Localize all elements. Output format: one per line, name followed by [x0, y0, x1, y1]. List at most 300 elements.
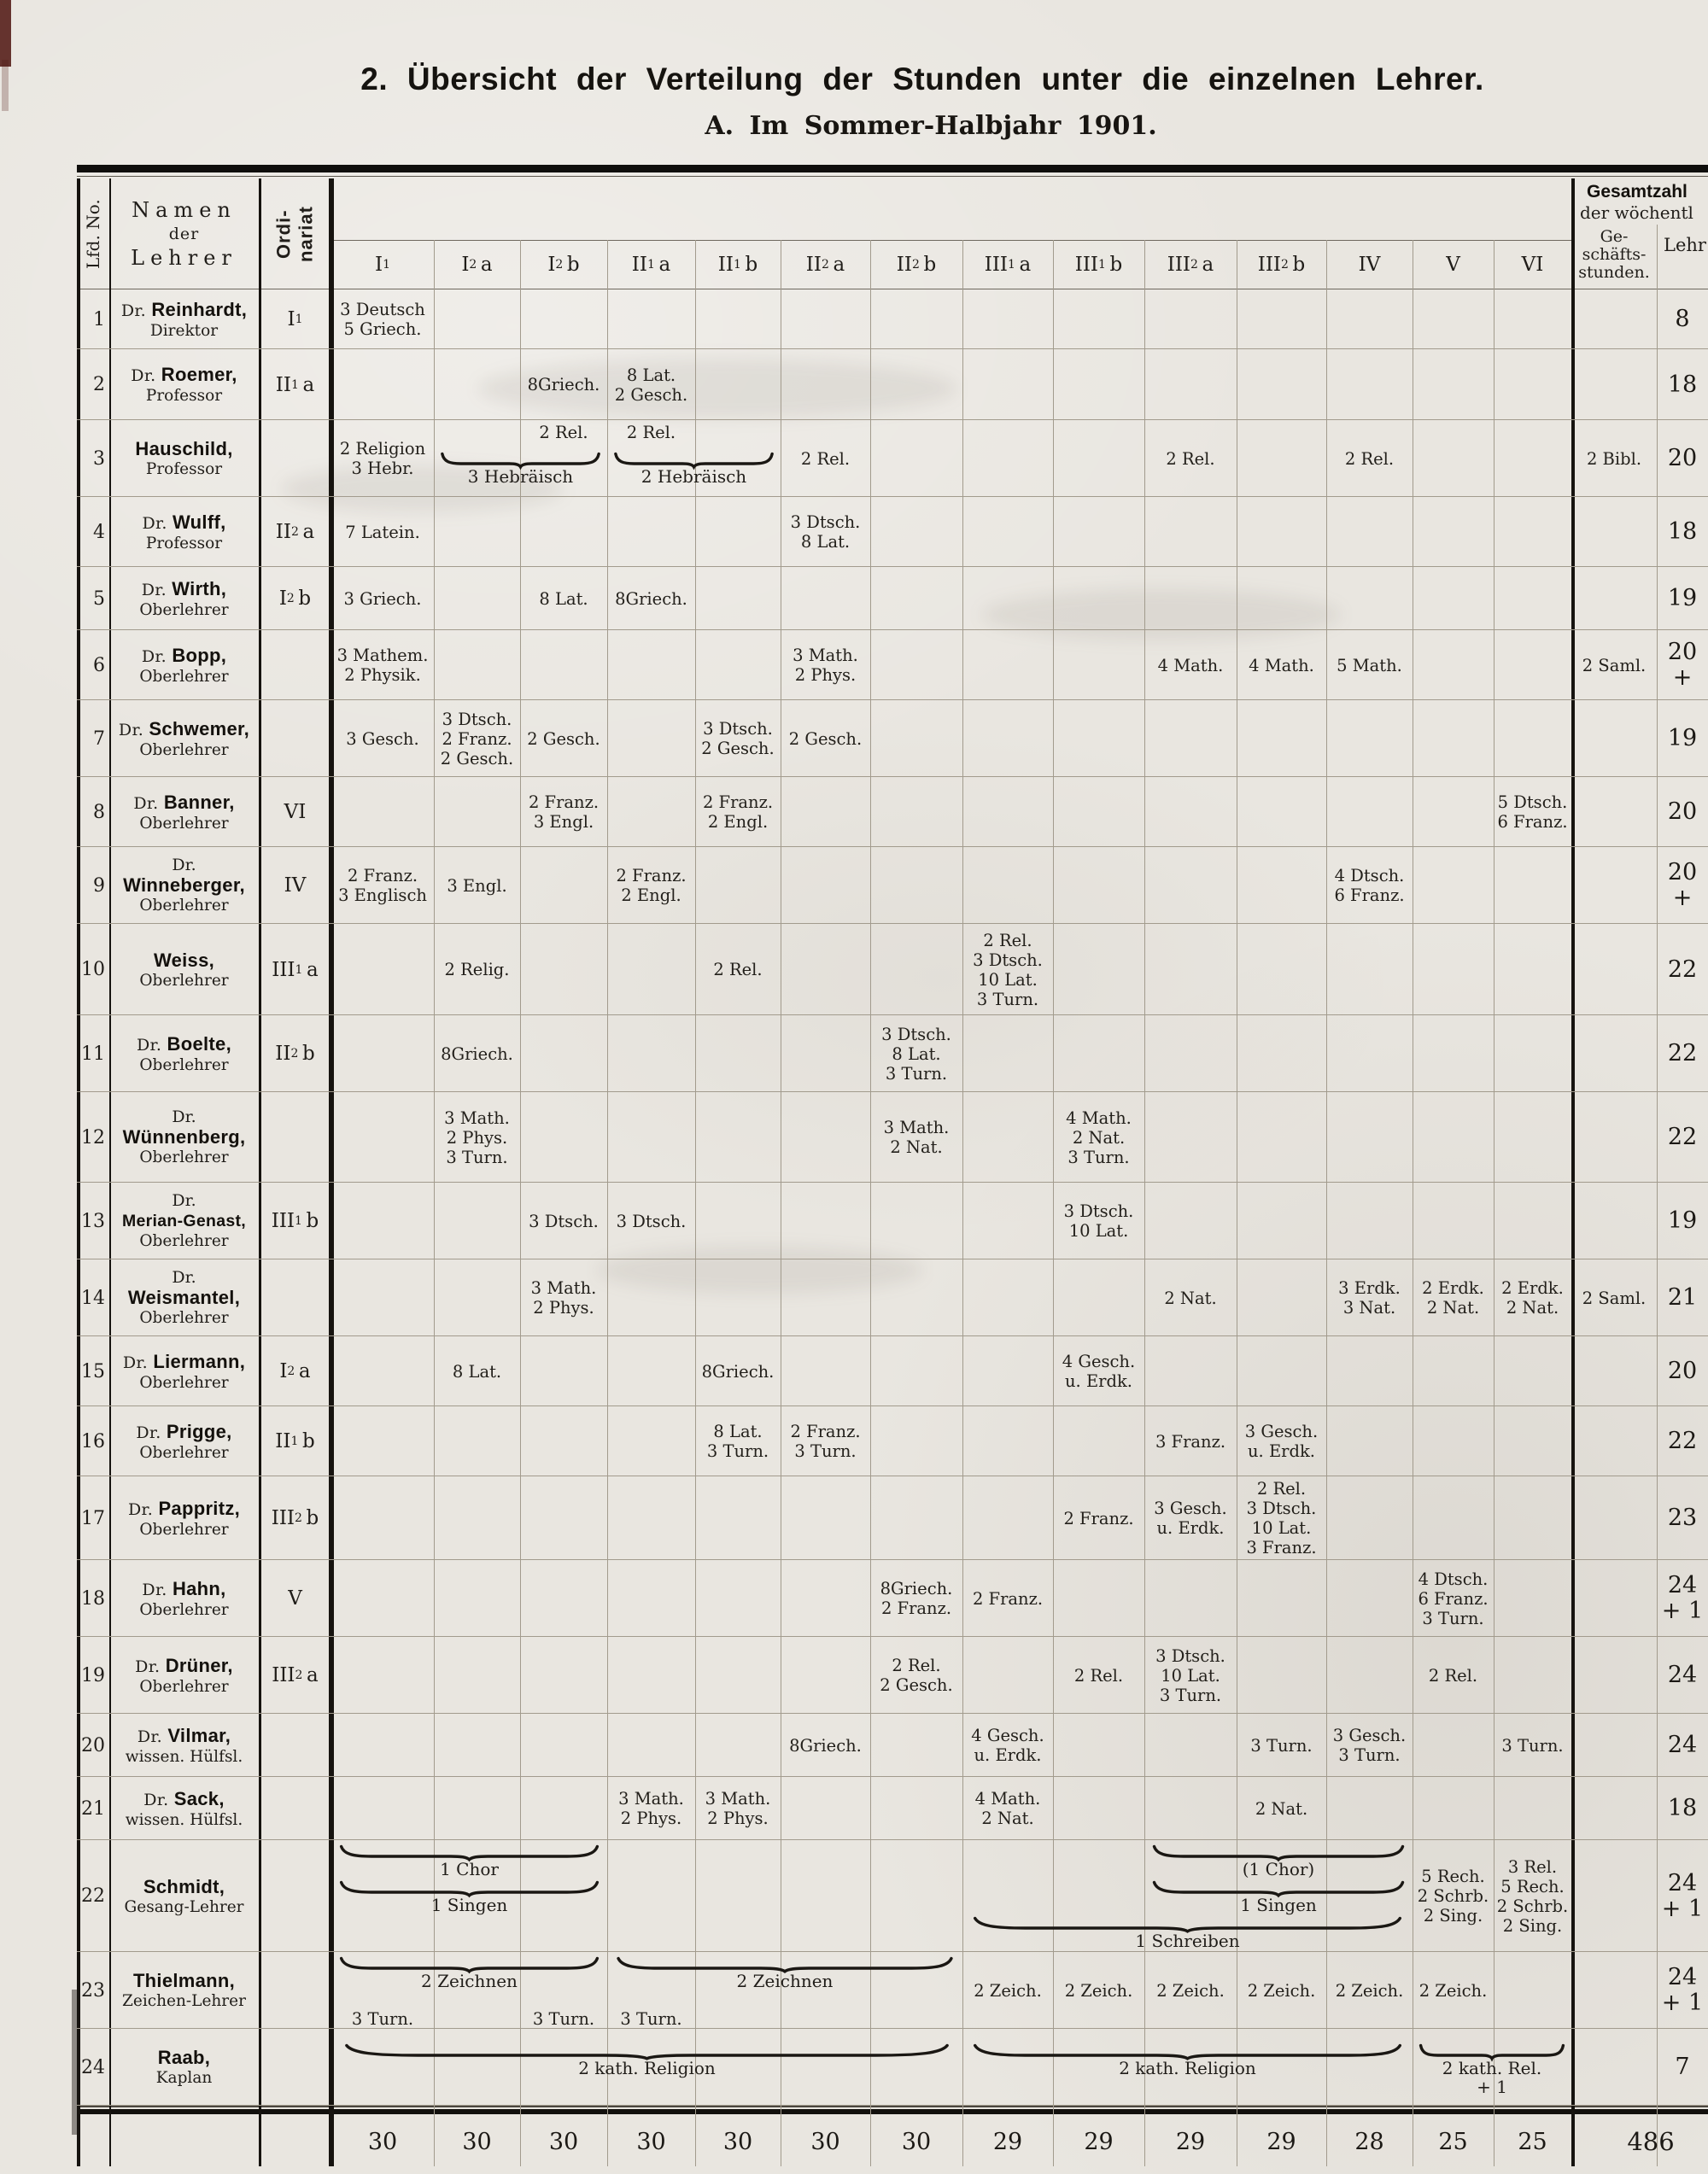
column-header-class-III1a: III 1 a [984, 254, 1032, 276]
teacher-surname: Dr. Reinhardt, [120, 298, 248, 320]
cell-r4-II2a [781, 497, 870, 567]
cell-line: 3 Turn. [351, 2009, 414, 2029]
cell-r1-I1 [331, 289, 434, 349]
cell-line: 2 Phys. [620, 1809, 682, 1828]
teacher-role: Oberlehrer [139, 1148, 229, 1166]
cell-r3-T [1657, 420, 1708, 497]
teacher-role: Oberlehrer [139, 740, 229, 759]
cell-r12-II2b [870, 1092, 962, 1183]
table-row-23 [77, 1952, 1708, 2029]
cell-line: 3 Deutsch [340, 300, 425, 319]
cell-r6-III2a [1144, 630, 1237, 700]
cell-line: 24 [1667, 1869, 1698, 1896]
cell-line: 24 [1667, 1662, 1698, 1688]
cell-line: 23 [1667, 1505, 1698, 1531]
column-header-class-III2b: III 2 b [1257, 254, 1306, 276]
cell-r12-III1b [1053, 1092, 1144, 1183]
teacher-name [109, 1714, 259, 1777]
cell-line: 20 [1667, 798, 1698, 825]
teacher-role: Oberlehrer [139, 1600, 229, 1619]
teacher-name-prefix: Dr. [172, 856, 196, 874]
cell-line: 2 Nat. [890, 1137, 943, 1157]
rule-totals-thin [77, 2106, 1708, 2107]
cell-line: 3 Turn. [976, 989, 1039, 1009]
row-number: 12 [81, 1126, 105, 1148]
cell-r20-T [1657, 1714, 1708, 1777]
table-row-2 [77, 349, 1708, 420]
cell-r19-III2a [1144, 1637, 1237, 1714]
cell-line: 2 Gesch. [701, 739, 775, 758]
cell-line: 3 Dtsch. [790, 512, 861, 532]
teacher-name [109, 777, 259, 847]
teacher-name-prefix: Dr. [172, 1107, 196, 1126]
total-class-I2a: 30 [462, 2128, 492, 2155]
teacher-role: Oberlehrer [139, 1309, 229, 1327]
cell-line: 21 [1667, 1284, 1698, 1311]
cell-r13-I2b [520, 1183, 607, 1259]
cell-line: 2 Zeich. [1064, 1980, 1133, 2001]
cell-line: 24 [1667, 1732, 1698, 1758]
table-row-12 [77, 1092, 1708, 1183]
totals-row [77, 2117, 1708, 2166]
cell-line: 2 Phys. [794, 665, 857, 685]
cell-line: 2 Gesch. [880, 1675, 953, 1695]
scan-edge-streak [0, 0, 11, 67]
cell-line: 3 Gesch. [1332, 1726, 1407, 1745]
column-header-class-II1a: II 1 a [631, 254, 671, 276]
teacher-name [109, 420, 259, 497]
column-header-class-II2a: II 2 a [805, 254, 845, 276]
cell-line: 2 Franz. [442, 728, 512, 749]
cell-line: 2 Nat. [1072, 1127, 1126, 1148]
cell-line: 3 Gesch. [1244, 1422, 1319, 1441]
table-row-4 [77, 497, 1708, 567]
cell-r16-II2a [781, 1406, 870, 1476]
cell-r23-V [1413, 1952, 1494, 2029]
column-header-class-III2a: III 2 a [1167, 254, 1214, 276]
column-header-geschaeftsstunden [1571, 226, 1657, 283]
cell-line: 3 Engl. [533, 812, 594, 832]
cell-r4-T [1657, 497, 1708, 567]
cell-line: 3 Mathem. [336, 646, 429, 665]
cell-line: 3 Franz. [1155, 1431, 1226, 1452]
cell-r11-II2b [870, 1015, 962, 1092]
total-class-IV: 28 [1354, 2128, 1384, 2155]
cell-r3-III2a [1144, 420, 1237, 497]
cell-line: 4 Gesch. [1062, 1352, 1136, 1371]
cell-line: 2 Zeich. [1156, 1980, 1225, 2001]
cell-r12-I2a [434, 1092, 520, 1183]
brace-label-r22-1: 1 Singen [430, 1895, 508, 1915]
teacher-name [109, 1777, 259, 1840]
cell-line: 3 Hebr. [351, 459, 414, 478]
cell-r21-II1a [607, 1777, 695, 1840]
cell-line: 18 [1667, 518, 1698, 545]
cell-line: 2 Franz. [616, 866, 687, 885]
cell-line: 20 [1667, 639, 1698, 665]
table-row-17 [77, 1476, 1708, 1560]
ordinariat-value: I 2 b [278, 587, 312, 610]
cell-r23-III1b [1053, 1952, 1144, 2029]
cell-line: 2 Zeich. [1418, 1980, 1488, 2001]
cell-r19-T [1657, 1637, 1708, 1714]
cell-line: 4 Math. [1249, 655, 1314, 675]
cell-line: 10 Lat. [978, 969, 1038, 990]
timetable [77, 165, 1708, 2170]
teacher-name [109, 1952, 259, 2029]
cell-r22-V [1413, 1840, 1494, 1952]
column-header-class-IV: IV [1358, 254, 1381, 276]
cell-line: 2 Rel. [626, 423, 676, 442]
cell-line: 8 Lat. [713, 1422, 763, 1441]
teacher-name [109, 847, 259, 924]
table-row-15 [77, 1336, 1708, 1406]
cell-r13-II1a [607, 1183, 695, 1259]
cell-line: 8Griech. [789, 1735, 862, 1756]
cell-r2-T [1657, 349, 1708, 420]
teacher-role: wissen. Hülfsl. [125, 1810, 243, 1829]
cell-line: 3 Dtsch. [529, 1211, 599, 1231]
cell-r19-II2b [870, 1637, 962, 1714]
brace-label-r24-0: 2 kath. Religion [578, 2058, 716, 2078]
teacher-surname: Dr. Wulff, [142, 511, 226, 533]
teacher-name [109, 1476, 259, 1560]
cell-line: 2 Rel. [713, 960, 763, 979]
cell-r3-I1 [331, 420, 434, 497]
column-header-namen-der-lehrer [109, 178, 259, 289]
cell-line: 2 Zeich. [974, 1980, 1042, 2001]
cell-line: 3 Dtsch. [616, 1211, 687, 1231]
teacher-name [109, 1183, 259, 1259]
table-row-21 [77, 1777, 1708, 1840]
teacher-role: Oberlehrer [139, 667, 229, 686]
cell-line: 3 Turn. [1422, 1608, 1484, 1628]
row-number: 9 [93, 874, 105, 897]
rule-top-thin [77, 176, 1708, 177]
cell-line: 5 Rech. [1500, 1876, 1565, 1896]
teacher-surname: Schmidt, [143, 1875, 225, 1897]
teacher-surname: Hauschild, [135, 438, 233, 459]
row-number: 13 [81, 1210, 105, 1232]
cell-r14-G [1571, 1259, 1657, 1336]
teacher-name [109, 2029, 259, 2106]
cell-r8-II1b [695, 777, 781, 847]
cell-r23-IV [1326, 1952, 1413, 2029]
cell-line: 2 Franz. [1063, 1508, 1134, 1528]
cell-line: + [1672, 885, 1693, 911]
cell-r7-I2b [520, 700, 607, 777]
total-class-VI: 25 [1518, 2128, 1547, 2155]
cell-r20-IV [1326, 1714, 1413, 1777]
cell-r10-T [1657, 924, 1708, 1015]
cell-line: 22 [1667, 1428, 1698, 1454]
cell-line: 10 Lat. [1251, 1518, 1312, 1538]
page-subtitle: A. Im Sommer-Halbjahr 1901. [705, 111, 1157, 141]
teacher-role: Oberlehrer [139, 1373, 229, 1392]
teacher-surname: Dr. Drüner, [135, 1654, 233, 1676]
row-number: 5 [93, 587, 105, 610]
cell-line: 3 Dtsch. [1063, 1201, 1134, 1221]
row-number: 17 [81, 1507, 105, 1529]
cell-line: 2 Physik. [344, 665, 421, 685]
teacher-surname: Merian-Genast, [121, 1212, 247, 1230]
table-row-6 [77, 630, 1708, 700]
cell-line: 8Griech. [527, 375, 600, 394]
header-name-line: Lehrer [131, 246, 237, 270]
cell-r5-I1 [331, 567, 434, 630]
cell-line: 5 Dtsch. [1497, 792, 1568, 812]
brace-label-r22-4: 1 Schreiben [1135, 1931, 1240, 1951]
teacher-role: Zeichen-Lehrer [122, 1992, 246, 2010]
cell-line: 2 Gesch. [440, 748, 514, 768]
cell-r21-T [1657, 1777, 1708, 1840]
teacher-surname: Dr. Vilmar, [137, 1724, 231, 1746]
cell-r14-V [1413, 1259, 1494, 1336]
cell-line: 6 Franz. [1497, 812, 1568, 832]
cell-line: 2 Nat. [1506, 1298, 1559, 1318]
cell-line: 3 Rel. [1507, 1856, 1558, 1877]
cell-line: 2 Nat. [1426, 1298, 1480, 1318]
cell-line: 3 Dtsch. [1155, 1645, 1225, 1666]
cell-line: 3 Dtsch. [973, 950, 1043, 970]
cell-r20-II2a [781, 1714, 870, 1777]
cell-r15-II1b [695, 1336, 781, 1406]
cell-line: 3 Dtsch. [881, 1024, 951, 1044]
cell-r2-I2b [520, 349, 607, 420]
teacher-role: Direktor [149, 321, 219, 340]
teacher-name-prefix: Dr. [172, 1191, 196, 1210]
brace-label-r23-0: 2 Zeichnen [421, 1971, 518, 1991]
cell-line: 20 [1667, 859, 1698, 885]
teacher-name [109, 1560, 259, 1637]
teacher-role: Oberlehrer [139, 897, 229, 915]
cell-line: 2 Schrb. [1417, 1886, 1489, 1906]
cell-line: 3 Turn. [794, 1441, 857, 1461]
ordinariat-value: I 2 a [279, 1360, 311, 1382]
cell-line: 2 Saml. [1582, 655, 1647, 675]
row-number: 10 [81, 959, 105, 980]
cell-r20-III2b [1237, 1714, 1326, 1777]
cell-line: 3 Turn. [706, 1441, 769, 1461]
teacher-surname: Dr. Liermann, [122, 1350, 246, 1372]
cell-r10-I2a [434, 924, 520, 1015]
row-number: 2 [93, 374, 105, 395]
cell-r7-II1b [695, 700, 781, 777]
cell-line: 8 Lat. [800, 532, 851, 552]
teacher-name [109, 349, 259, 420]
cell-line: 10 Lat. [1068, 1221, 1129, 1241]
row-number: 7 [93, 728, 105, 750]
teacher-name [109, 1406, 259, 1476]
cell-r16-T [1657, 1406, 1708, 1476]
cell-r12-T [1657, 1092, 1708, 1183]
table-row-9 [77, 847, 1708, 924]
cell-r8-I2b [520, 777, 607, 847]
geschaefts-line: Ge- [1600, 226, 1629, 246]
row-number: 1 [93, 308, 105, 330]
row-number: 19 [81, 1664, 105, 1686]
ordinariat-value: VI [284, 801, 307, 823]
cell-r7-II2a [781, 700, 870, 777]
cell-r18-II2b [870, 1560, 962, 1637]
cell-line: 2 Relig. [444, 960, 510, 979]
cell-line: 2 Nat. [981, 1809, 1034, 1828]
total-class-II1b: 30 [722, 2128, 753, 2155]
cell-r15-T [1657, 1336, 1708, 1406]
geschaefts-line: schäfts- [1582, 244, 1647, 264]
cell-line: 2 Religion [339, 439, 426, 459]
cell-r4-I1 [331, 497, 434, 567]
column-header-class-VI: VI [1521, 254, 1544, 276]
ordinariat-value: IV [284, 874, 307, 897]
cell-r18-V [1413, 1560, 1494, 1637]
teacher-role: Oberlehrer [139, 1055, 229, 1074]
geschaefts-line: stunden. [1578, 262, 1650, 282]
cell-line: 6 Franz. [1334, 885, 1405, 905]
cell-line: 2 Gesch. [788, 728, 863, 749]
brace-label-r22-3: 1 Singen [1240, 1895, 1317, 1915]
cell-r18-T [1657, 1560, 1708, 1637]
total-class-III1a: 29 [992, 2128, 1023, 2155]
cell-line: 2 Saml. [1582, 1288, 1647, 1308]
header-name-line: der [168, 225, 200, 243]
teacher-name [109, 567, 259, 630]
grand-total: 486 [1627, 2127, 1675, 2156]
teacher-surname: Dr. Bopp, [141, 644, 227, 666]
cell-r8-T [1657, 777, 1708, 847]
cell-line: 2 Rel. [892, 1656, 941, 1675]
cell-r14-T [1657, 1259, 1708, 1336]
row-number: 24 [81, 2056, 105, 2078]
row-number: 3 [93, 447, 105, 470]
cell-line: 3 Engl. [447, 875, 507, 896]
cell-line: 3 Math. [793, 646, 858, 665]
cell-line: 8 Lat. [626, 365, 676, 385]
ordinariat-value: II 1 b [275, 1430, 315, 1452]
cell-line: 2 Rel. [983, 930, 1032, 950]
cell-line: 24 [1667, 1572, 1698, 1598]
cell-line: 3 Griech. [343, 588, 422, 609]
cell-line: 2 Schrb. [1496, 1896, 1569, 1916]
cell-r15-III1b [1053, 1336, 1144, 1406]
cell-line: 2 Franz. [528, 792, 600, 812]
teacher-role: Professor [145, 387, 223, 405]
cell-line: 3 Franz. [1246, 1538, 1317, 1557]
total-class-III1b: 29 [1084, 2128, 1114, 2155]
cell-line: 2 Franz. [790, 1422, 861, 1441]
teacher-surname: Dr. Sack, [143, 1787, 225, 1809]
cell-line: 2 Phys. [707, 1809, 769, 1828]
total-class-V: 25 [1438, 2128, 1468, 2155]
gesamtzahl-line1: Gesamtzahl [1587, 182, 1688, 202]
cell-line: 2 Nat. [1164, 1288, 1217, 1308]
teacher-role: Oberlehrer [139, 600, 229, 619]
total-class-II2b: 30 [901, 2128, 932, 2155]
cell-r23-T [1657, 1952, 1708, 2029]
cell-line: u. Erdk. [974, 1745, 1042, 1765]
cell-line: + 1 [1661, 1895, 1704, 1922]
cell-line: 2 Sing. [1423, 1906, 1483, 1926]
cell-r19-III1b [1053, 1637, 1144, 1714]
column-header-class-III1b: III 1 b [1074, 254, 1123, 276]
cell-r6-I1 [331, 630, 434, 700]
row-number: 6 [93, 654, 105, 676]
cell-r9-IV [1326, 847, 1413, 924]
brace-label-r22-2: (1 Chor) [1242, 1859, 1315, 1879]
teacher-role: Gesang-Lehrer [124, 1897, 244, 1916]
cell-r20-VI [1494, 1714, 1571, 1777]
teacher-surname: Dr. Boelte, [137, 1032, 231, 1055]
table-row-11 [77, 1015, 1708, 1092]
cell-r9-T [1657, 847, 1708, 924]
cell-r10-III1a [962, 924, 1053, 1015]
cell-line: 5 Math. [1337, 655, 1402, 675]
cell-r6-G [1571, 630, 1657, 700]
teacher-role: Oberlehrer [139, 971, 229, 990]
cell-line: 2 Rel. [1166, 448, 1215, 469]
teacher-name [109, 1336, 259, 1406]
teacher-role: Oberlehrer [139, 1232, 229, 1250]
table-row-24 [77, 2029, 1708, 2106]
cell-line: 3 Math. [883, 1118, 950, 1137]
cell-line: 2 Rel. [1073, 1665, 1124, 1686]
cell-line: 3 Turn. [1068, 1147, 1130, 1167]
column-header-class-V: V [1446, 254, 1460, 276]
cell-r6-T [1657, 630, 1708, 700]
teacher-surname: Winneberger, [123, 874, 245, 896]
cell-line: 8Griech. [441, 1043, 513, 1064]
page-title: 2. Übersicht der Verteilung der Stunden unter die einzelnen Lehrer. [360, 61, 1484, 96]
cell-line: 2 Rel. [1428, 1665, 1478, 1686]
cell-line: 3 Math. [618, 1789, 684, 1809]
cell-r9-I2a [434, 847, 520, 924]
cell-line: 3 Turn. [1159, 1685, 1222, 1705]
ordinariat-value: V [288, 1587, 302, 1610]
cell-line: 3 Gesch. [346, 728, 419, 749]
cell-r15-I2a [434, 1336, 520, 1406]
teacher-name [109, 1092, 259, 1183]
ordinariat-value: III 2 a [272, 1664, 319, 1686]
column-header-class-I1: I 1 [374, 254, 390, 276]
rule-totals-thick [77, 2109, 1708, 2114]
cell-line: 4 Math. [974, 1789, 1041, 1809]
cell-line: 3 Turn. [620, 2009, 682, 2029]
cell-line: 2 Zeich. [1335, 1980, 1404, 2001]
cell-line: 2 Sing. [1502, 1915, 1563, 1936]
teacher-name [109, 630, 259, 700]
cell-line: 3 Dtsch. [703, 719, 773, 739]
cell-r16-II1b [695, 1406, 781, 1476]
brace-label-r3-0: 3 Hebräisch [467, 466, 574, 487]
cell-line: 2 Franz. [347, 866, 418, 885]
cell-r6-II2a [781, 630, 870, 700]
cell-r7-T [1657, 700, 1708, 777]
ordinariat-value: III 2 b [271, 1507, 319, 1529]
cell-line: 2 Franz. [880, 1598, 952, 1618]
cell-r14-I2b [520, 1259, 607, 1336]
cell-line: 4 Dtsch. [1334, 866, 1405, 885]
teacher-surname: Raab, [157, 2047, 211, 2068]
cell-r21-III1a [962, 1777, 1053, 1840]
cell-line: 2 Engl. [621, 885, 681, 905]
cell-r22-VI [1494, 1840, 1571, 1952]
total-class-III2b: 29 [1266, 2128, 1296, 2155]
table-row-16 [77, 1406, 1708, 1476]
cell-r7-I1 [331, 700, 434, 777]
teacher-surname: Dr. Hahn, [142, 1577, 226, 1599]
cell-r17-III1b [1053, 1476, 1144, 1560]
cell-r21-III2b [1237, 1777, 1326, 1840]
